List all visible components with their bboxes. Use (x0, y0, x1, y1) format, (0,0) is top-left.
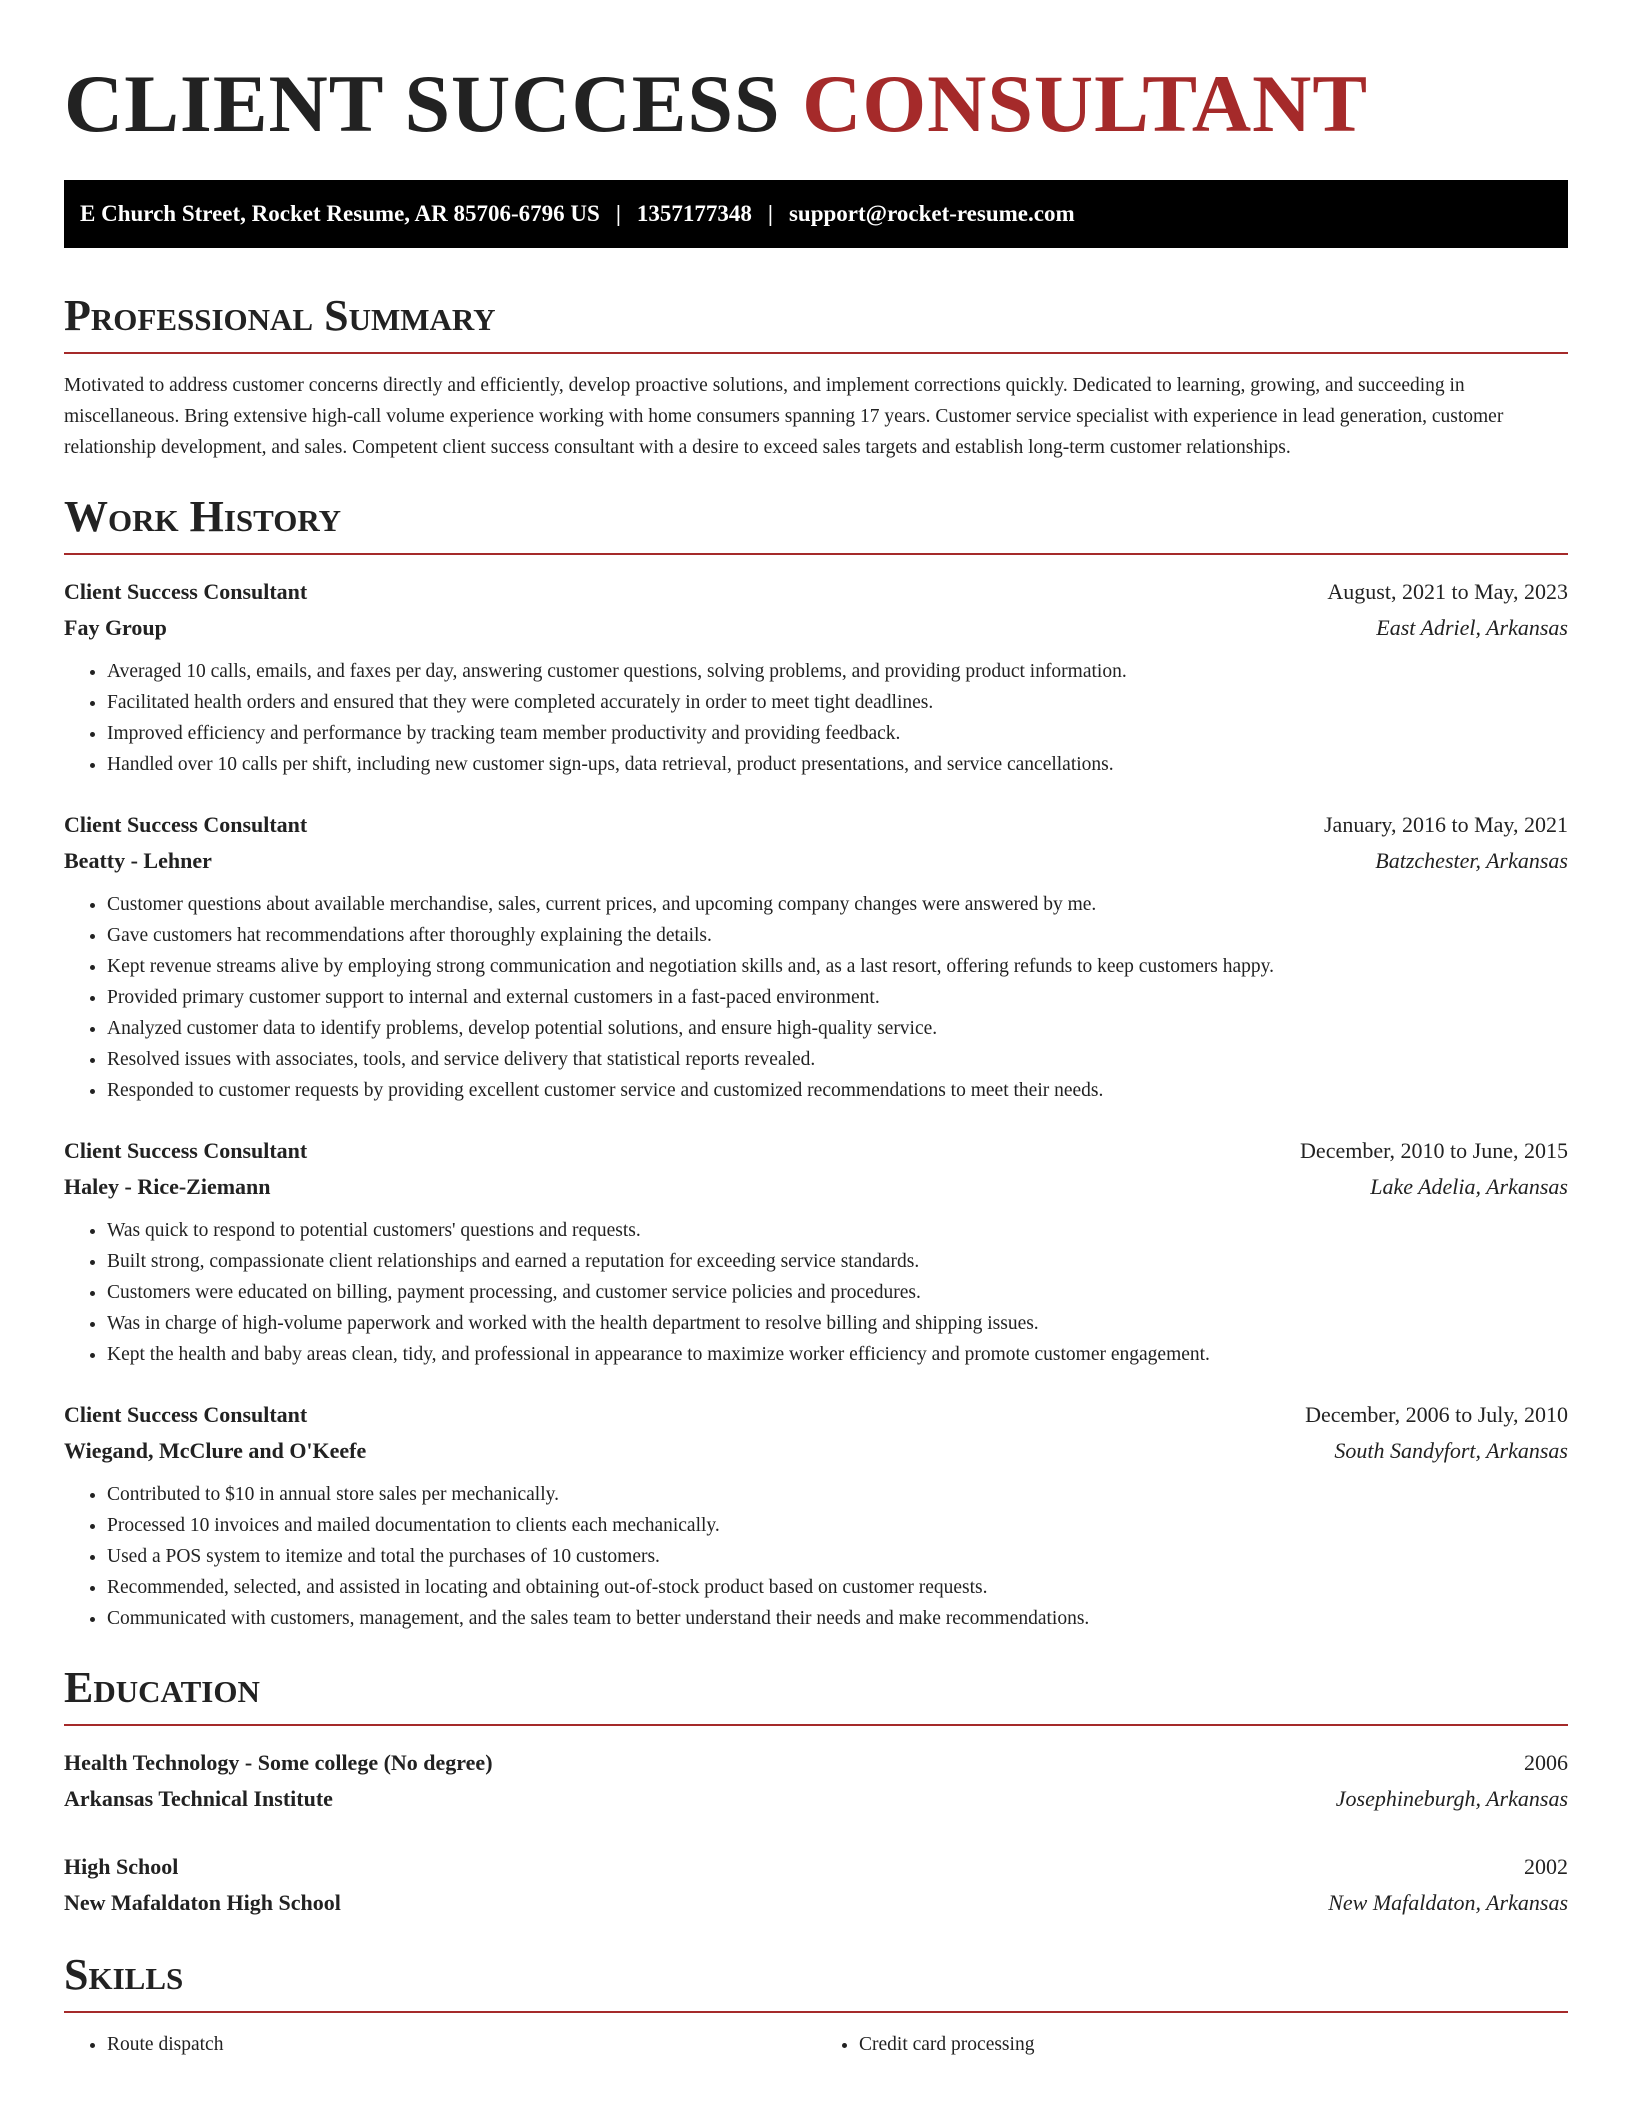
job-dates: December, 2006 to July, 2010 (1305, 1402, 1568, 1427)
education-school: New Mafaldaton High School (64, 1890, 341, 1915)
job-bullets (64, 1215, 1568, 1370)
contact-email: support@rocket-resume.com (788, 201, 1075, 226)
education-year: 2006 (1524, 1750, 1568, 1775)
education-school: Arkansas Technical Institute (64, 1786, 333, 1811)
section-heading: Skills (64, 1950, 184, 1999)
job-title-row (64, 574, 1568, 610)
contact-address: E Church Street, Rocket Resume, AR 85706-6796 US (80, 201, 600, 226)
job-entry (64, 1133, 1568, 1370)
job-bullet: • Responded to customer requests by providing excellent customer service and customized recommendations to meet their needs. (107, 1075, 1568, 1106)
contact-separator: | (767, 201, 773, 226)
job-location: Lake Adelia, Arkansas (1370, 1174, 1568, 1199)
job-title: Client Success Consultant (64, 579, 308, 604)
skills-list-left (64, 2029, 816, 2060)
section-heading: Work History (64, 492, 342, 541)
job-company-row (64, 610, 1568, 646)
job-title-row (64, 1133, 1568, 1169)
education-degree-row (64, 1849, 1568, 1885)
job-title: Client Success Consultant (64, 1402, 308, 1427)
job-bullet: • Resolved issues with associates, tools, and service delivery that statistical reports revealed. (107, 1044, 1568, 1075)
education-entry (64, 1745, 1568, 1817)
job-title: Client Success Consultant (64, 812, 308, 837)
skills-list-right (816, 2029, 1568, 2060)
job-company-row (64, 843, 1568, 879)
job-bullet: • Gave customers hat recommendations after thoroughly explaining the details. (107, 920, 1568, 951)
skills-columns (64, 2029, 1568, 2060)
job-bullet: • Built strong, compassionate client relationships and earned a reputation for exceeding service standards. (107, 1246, 1568, 1277)
summary-section (64, 290, 1568, 463)
resume-page (64, 0, 1568, 2060)
job-dates: August, 2021 to May, 2023 (1327, 579, 1568, 604)
section-heading: Education (64, 1663, 260, 1712)
job-bullet: • Averaged 10 calls, emails, and faxes per day, answering customer questions, solving problems, and providing product information. (107, 656, 1568, 687)
job-company: Fay Group (64, 615, 167, 640)
section-divider (64, 553, 1568, 555)
job-dates: January, 2016 to May, 2021 (1324, 812, 1568, 837)
summary-text: Motivated to address customer concerns directly and efficiently, develop proactive solutions, and implement corrections quickly. Dedicated to learning, growing, and succeeding in miscellaneous. Bring extensive high-call volume experience working with home consumers spanning 17 years. Customer service specialist with experience in lead generation, customer relationship development, and sales. Competent client success consultant with a desire to exceed sales targets and establish long-term customer relationships. (64, 375, 1504, 458)
contact-bar (64, 180, 1568, 248)
education-year: 2002 (1524, 1854, 1568, 1879)
section-divider (64, 2011, 1568, 2013)
job-bullet: • Was quick to respond to potential customers' questions and requests. (107, 1215, 1568, 1246)
job-location: South Sandyfort, Arkansas (1334, 1438, 1568, 1463)
skills-section (64, 1949, 1568, 2060)
education-location: New Mafaldaton, Arkansas (1328, 1890, 1568, 1915)
skill-item: • Route dispatch (107, 2029, 816, 2060)
education-section (64, 1662, 1568, 1921)
job-entry (64, 574, 1568, 780)
job-company-row (64, 1433, 1568, 1469)
section-divider (64, 1724, 1568, 1726)
job-bullet: • Recommended, selected, and assisted in locating and obtaining out-of-stock product based on customer requests. (107, 1572, 1568, 1603)
education-school-row (64, 1885, 1568, 1921)
title-accent: CONSULTANT (802, 58, 1369, 149)
job-location: East Adriel, Arkansas (1376, 615, 1568, 640)
education-entry (64, 1849, 1568, 1921)
job-entry (64, 807, 1568, 1106)
job-title-row (64, 1397, 1568, 1433)
job-bullet: • Kept revenue streams alive by employing strong communication and negotiation skills and, as a last resort, offering refunds to keep customers happy. (107, 951, 1568, 982)
education-location: Josephineburgh, Arkansas (1335, 1786, 1568, 1811)
skill-item: • Credit card processing (859, 2029, 1568, 2060)
job-bullet: • Processed 10 invoices and mailed documentation to clients each mechanically. (107, 1510, 1568, 1541)
job-bullets (64, 889, 1568, 1106)
job-company: Haley - Rice-Ziemann (64, 1174, 271, 1199)
work-history-section (64, 491, 1568, 1634)
job-bullet: • Analyzed customer data to identify problems, develop potential solutions, and ensure high-quality service. (107, 1013, 1568, 1044)
section-divider (64, 352, 1568, 354)
contact-phone: 1357177348 (636, 201, 752, 226)
job-bullet: • Customer questions about available merchandise, sales, current prices, and upcoming company changes were answered by me. (107, 889, 1568, 920)
job-bullets (64, 656, 1568, 780)
education-school-row (64, 1781, 1568, 1817)
section-heading: Professional Summary (64, 291, 496, 340)
title-main: CLIENT SUCCESS (64, 58, 781, 149)
job-company: Beatty - Lehner (64, 848, 212, 873)
contact-separator: | (615, 201, 621, 226)
job-bullet: • Customers were educated on billing, payment processing, and customer service policies and procedures. (107, 1277, 1568, 1308)
job-bullet: • Used a POS system to itemize and total the purchases of 10 customers. (107, 1541, 1568, 1572)
job-bullets (64, 1479, 1568, 1634)
resume-title (64, 56, 1568, 152)
education-degree: Health Technology - Some college (No degree) (64, 1750, 493, 1775)
job-bullet: • Facilitated health orders and ensured that they were completed accurately in order to meet tight deadlines. (107, 687, 1568, 718)
job-title-row (64, 807, 1568, 843)
job-bullet: • Improved efficiency and performance by tracking team member productivity and providing feedback. (107, 718, 1568, 749)
job-company-row (64, 1169, 1568, 1205)
job-dates: December, 2010 to June, 2015 (1300, 1138, 1568, 1163)
education-degree: High School (64, 1854, 179, 1879)
job-bullet: • Communicated with customers, management, and the sales team to better understand their needs and make recommendations. (107, 1603, 1568, 1634)
job-title: Client Success Consultant (64, 1138, 308, 1163)
job-bullet: • Handled over 10 calls per shift, including new customer sign-ups, data retrieval, product presentations, and service cancellations. (107, 749, 1568, 780)
education-degree-row (64, 1745, 1568, 1781)
job-bullet: • Provided primary customer support to internal and external customers in a fast-paced environment. (107, 982, 1568, 1013)
job-entry (64, 1397, 1568, 1634)
job-bullet: • Contributed to $10 in annual store sales per mechanically. (107, 1479, 1568, 1510)
job-company: Wiegand, McClure and O'Keefe (64, 1438, 367, 1463)
job-bullet: • Was in charge of high-volume paperwork and worked with the health department to resolve billing and shipping issues. (107, 1308, 1568, 1339)
job-bullet: • Kept the health and baby areas clean, tidy, and professional in appearance to maximize worker efficiency and promote customer engagement. (107, 1339, 1568, 1370)
job-location: Batzchester, Arkansas (1375, 848, 1568, 873)
